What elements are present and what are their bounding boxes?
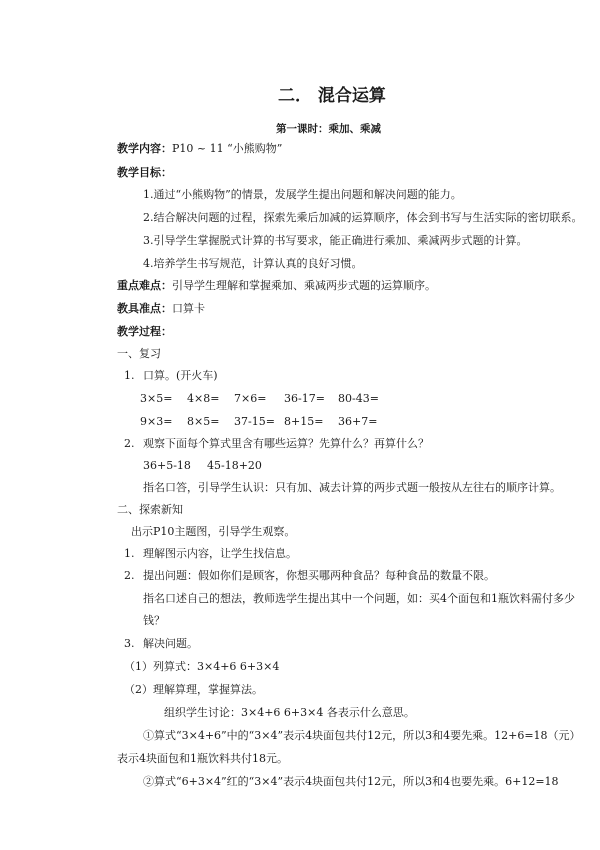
sub-step-1: （1）列算式：3×4+6 6+3×4 xyxy=(124,660,280,673)
explore-heading: 二、探索新知 xyxy=(117,503,183,516)
explore-item-3-text: 解决问题。 xyxy=(143,637,198,650)
explore-item-1-num: 1. xyxy=(124,547,135,560)
goals-label: 教学目标： xyxy=(117,166,172,179)
tools-value: 口算卡 xyxy=(172,302,205,315)
explore-intro: 出示P10主题图，引导学生观察。 xyxy=(131,525,296,538)
oral-calc-cell: 8×5= xyxy=(187,415,220,428)
review-item-1-num: 1. xyxy=(124,369,135,382)
process-label: 教学过程： xyxy=(117,325,172,338)
oral-calc-cell: 4×8= xyxy=(187,392,220,405)
explore-note-line-1: 指名口述自己的想法，教师选学生提出其中一个问题，如：买4个面包和1瓶饮料需付多少 xyxy=(143,592,575,605)
review-heading: 一、复习 xyxy=(117,347,161,360)
goal-item: 2.结合解决问题的过程，探索先乘后加减的运算顺序，体会到书写与生活实际的密切联系。 xyxy=(143,211,583,224)
explore-item-2-text: 提出问题：假如你们是顾客，你想买哪两种食品？每种食品的数量不限。 xyxy=(143,569,495,582)
page-title: 二． 混合运算 xyxy=(278,86,386,106)
content-value: P10 ~ 11 “小熊购物” xyxy=(172,142,283,155)
review-item-2-num: 2. xyxy=(124,437,135,450)
explore-item-1-text: 理解图示内容，让学生找信息。 xyxy=(143,547,297,560)
explanation-1-line-2: 表示4块面包和1瓶饮料共付18元。 xyxy=(117,752,288,765)
review-note: 指名口答，引导学生认识：只有加、减去计算的两步式题一般按从左往右的顺序计算。 xyxy=(143,481,561,494)
explore-note-line-2: 钱？ xyxy=(143,614,165,627)
review-item-1-text: 口算。(开火车) xyxy=(143,369,218,382)
discussion-line: 组织学生讨论：3×4+6 6+3×4 各表示什么意思。 xyxy=(164,706,415,719)
tools-line xyxy=(117,302,205,316)
explore-item-3-num: 3. xyxy=(124,637,135,650)
oral-calc-cell: 7×6= xyxy=(234,392,267,405)
oral-calc-cell: 9×3= xyxy=(140,415,173,428)
key-points-line xyxy=(117,279,436,293)
oral-calc-cell: 36+7= xyxy=(338,415,378,428)
expression: 36+5-18 xyxy=(143,459,191,472)
oral-calc-cell: 8+15= xyxy=(284,415,324,428)
review-item-2-text: 观察下面每个算式里含有哪些运算？先算什么？再算什么？ xyxy=(143,437,429,450)
oral-calc-cell: 3×5= xyxy=(140,392,173,405)
content-line xyxy=(117,142,282,156)
explore-item-2-num: 2. xyxy=(124,569,135,582)
oral-calc-cell: 80-43= xyxy=(338,392,379,405)
sub-step-2: （2）理解算理，掌握算法。 xyxy=(124,683,263,696)
goal-item: 4.培养学生书写规范，计算认真的良好习惯。 xyxy=(143,257,363,270)
oral-calc-cell: 36-17= xyxy=(284,392,325,405)
goal-item: 1.通过“小熊购物”的情景，发展学生提出问题和解决问题的能力。 xyxy=(143,188,462,201)
tools-label: 教具准点： xyxy=(117,302,172,315)
expression: 45-18+20 xyxy=(207,459,262,472)
explanation-2-line-1: ②算式“6+3×4”红的“3×4”表示4块面包共付12元，所以3和4也要先乘。6+12=18 xyxy=(143,775,559,788)
goal-item: 3.引导学生掌握脱式计算的书写要求，能正确进行乘加、乘减两步式题的计算。 xyxy=(143,234,528,247)
lesson-subtitle: 第一课时：乘加、乘减 xyxy=(276,123,381,135)
key-points-label: 重点难点： xyxy=(117,279,172,292)
content-label: 教学内容： xyxy=(117,142,172,155)
key-points-value: 引导学生理解和掌握乘加、乘减两步式题的运算顺序。 xyxy=(172,279,436,292)
explanation-1-line-1: ①算式“3×4+6”中的“3×4”表示4块面包共付12元，所以3和4要先乘。12+6=18（元） xyxy=(143,729,581,742)
oral-calc-cell: 37-15= xyxy=(234,415,275,428)
